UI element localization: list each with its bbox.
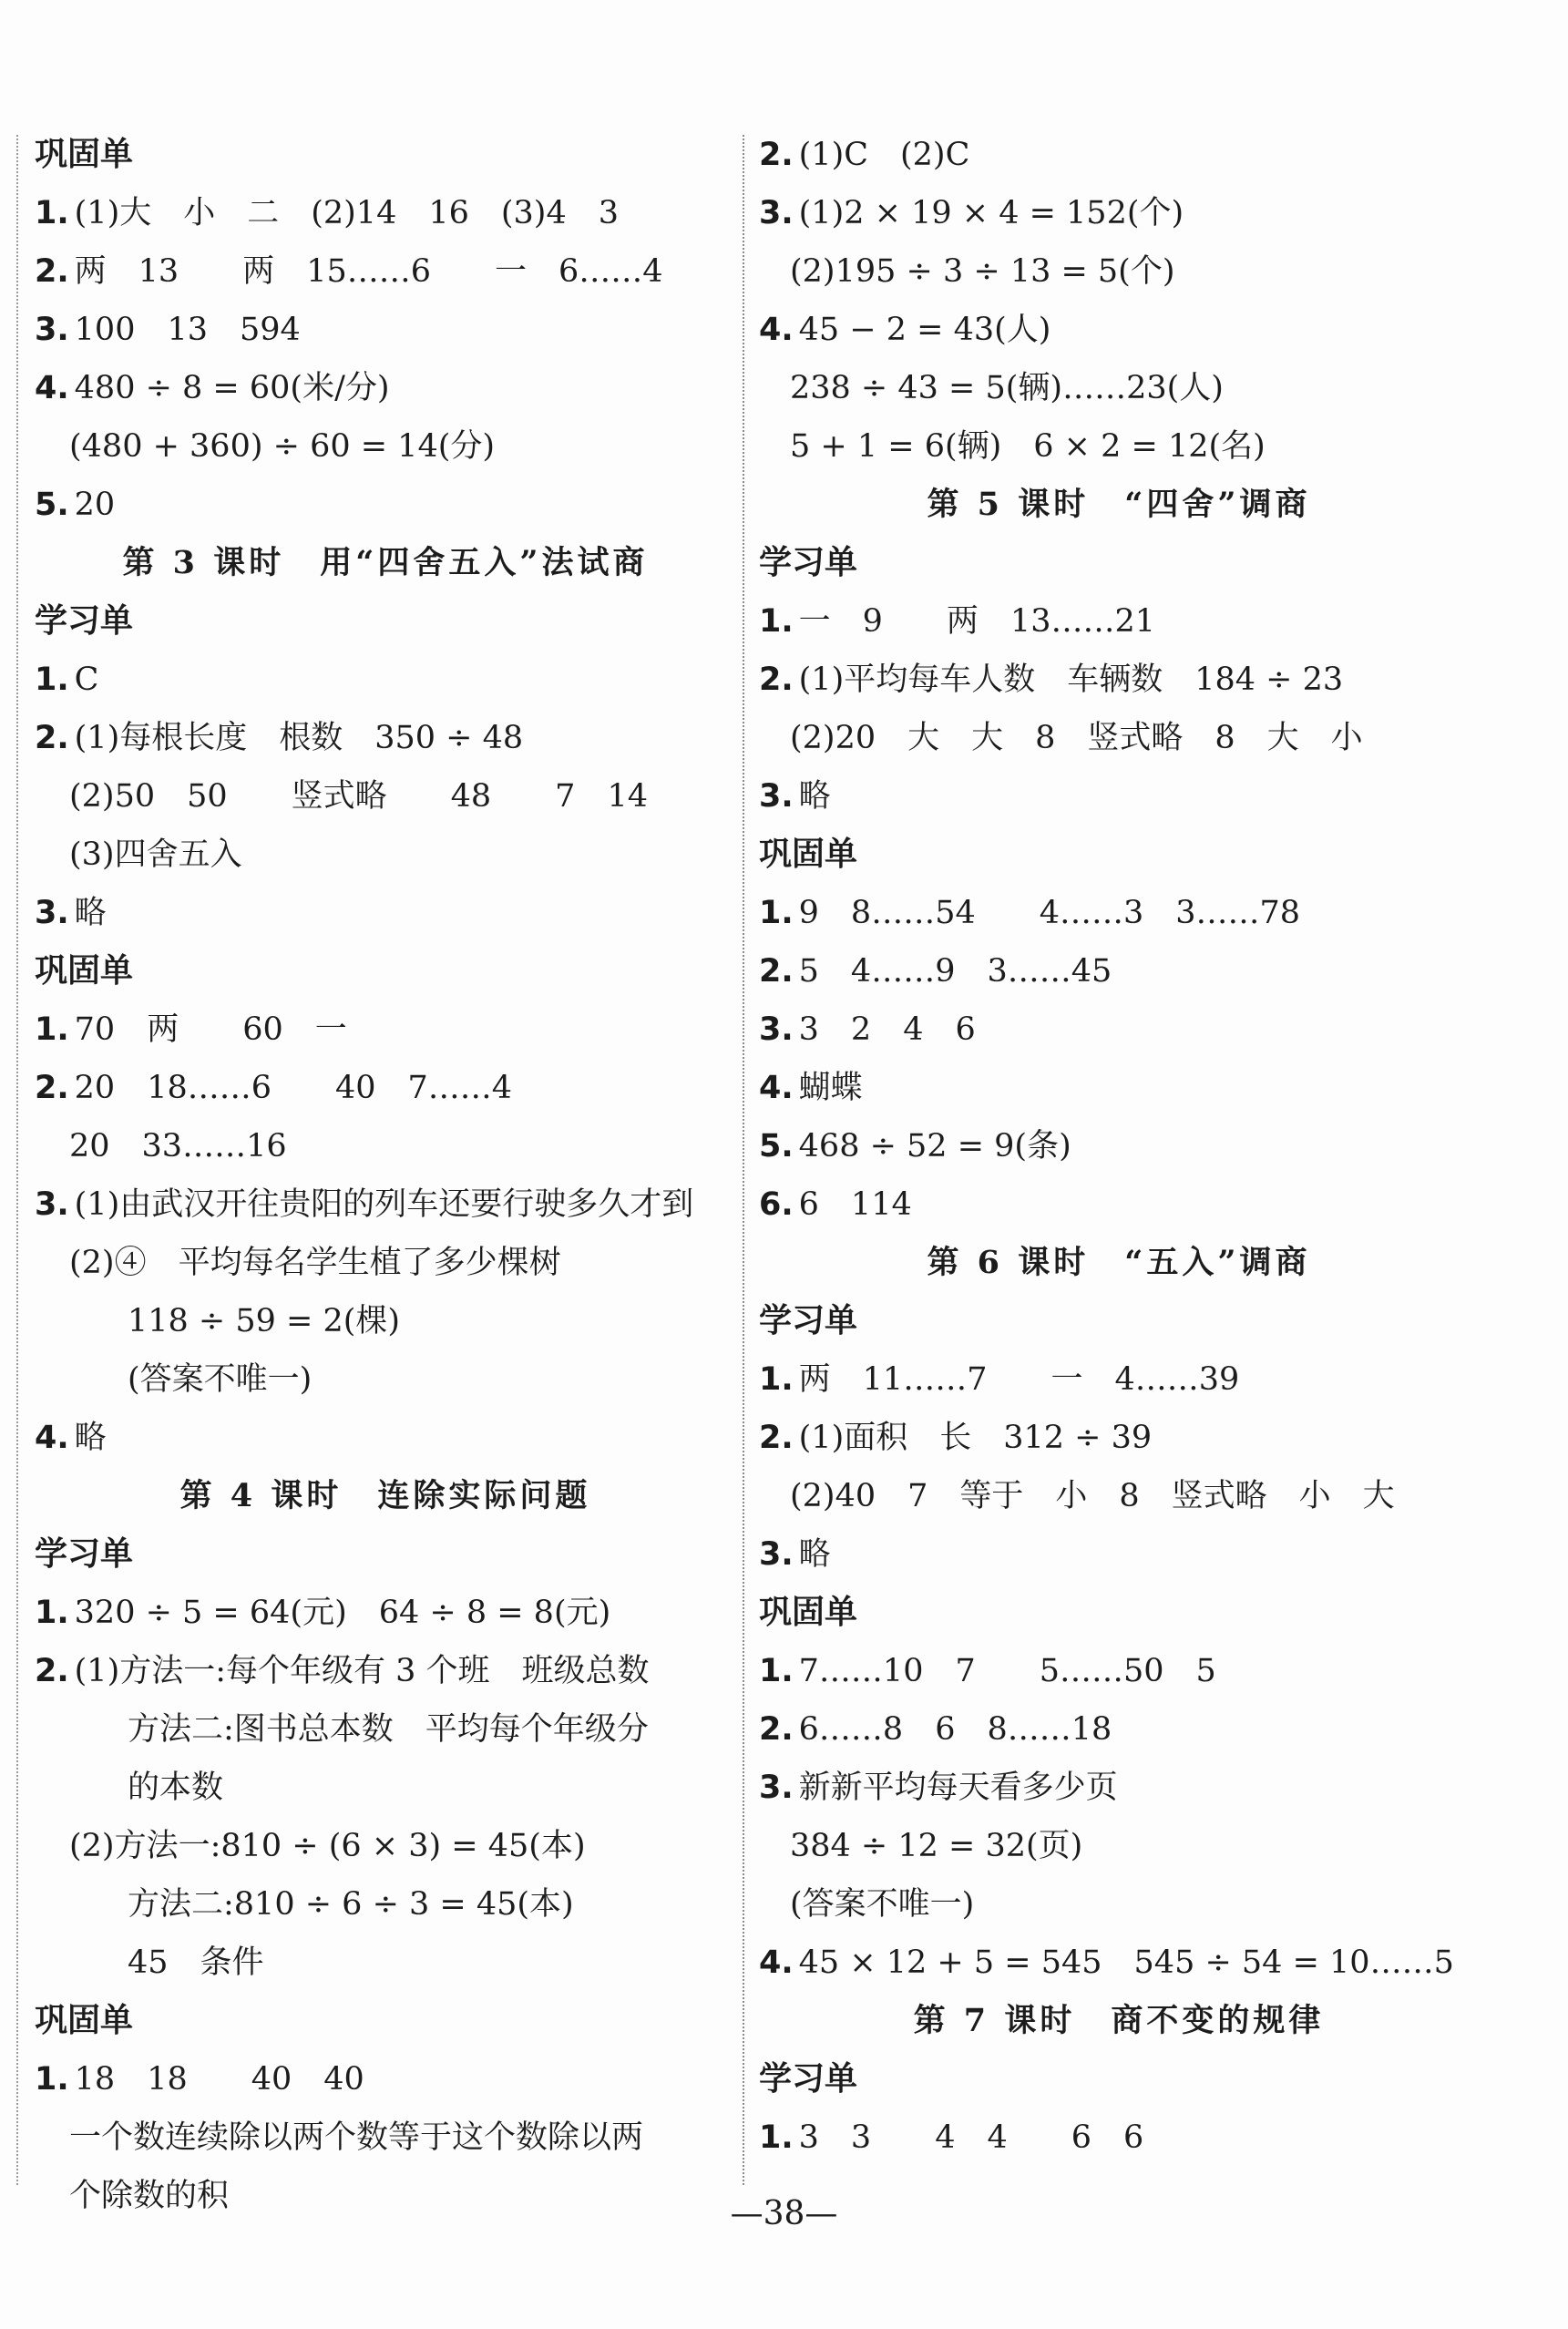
answer-text: (1)大 小 二 (2)14 16 (3)4 3 [74,195,619,231]
answer-text: 100 13 594 [74,312,301,348]
answer-text: (2)20 大 大 8 竖式略 8 大 小 [790,720,1363,756]
answer-text: 118 ÷ 59 = 2(棵) [128,1303,401,1339]
item-number: 2. [35,253,69,290]
answer-continuation [35,1759,736,1817]
left-column [35,126,736,2225]
item-number: 2. [759,662,794,698]
answer-item [35,242,736,301]
answer-text: 3 3 4 4 6 6 [798,2119,1144,2156]
item-number: 1. [759,2119,794,2156]
item-number: 3. [759,1011,794,1048]
answer-text: 20 33……16 [69,1128,287,1164]
section-heading: 学习单 [759,2060,858,2098]
item-number: 4. [759,1944,794,1981]
answer-item [35,709,736,767]
item-number: 6. [759,1186,794,1223]
answer-text: (2)195 ÷ 3 ÷ 13 = 5(个) [790,253,1175,290]
answer-item [35,1175,736,1234]
item-number: 1. [35,662,69,698]
answer-text: 18 18 40 40 [74,2061,364,2098]
answer-text: (答案不唯一) [128,1361,313,1398]
item-number: 2. [759,1420,794,1456]
answer-item [35,476,736,534]
item-number: 4. [759,1070,794,1106]
section-heading: 学习单 [759,1302,858,1339]
item-number: 1. [759,1653,794,1689]
answer-item [35,184,736,242]
answer-continuation [35,1350,736,1409]
answer-continuation [35,1875,736,1934]
lesson-title: 第 6 课时 “五入”调商 [927,1244,1311,1281]
section-heading: 巩固单 [35,136,134,173]
lesson-title: 第 7 课时 商不变的规律 [913,2002,1325,2039]
answer-text: 320 ÷ 5 = 64(元) 64 ÷ 8 = 8(元) [74,1595,611,1631]
answer-text: 70 两 60 一 [74,1011,347,1048]
answer-text: 20 [74,487,116,523]
answer-continuation [759,242,1479,301]
item-number: 2. [35,720,69,756]
answer-text: (2)方法一:810 ÷ (6 × 3) = 45(本) [69,1828,586,1864]
answer-text: 方法二:图书总本数 平均每个年级分 [128,1711,649,1748]
answer-text: 6……8 6 8……18 [798,1711,1112,1748]
item-number: 5. [759,1128,794,1164]
item-number: 5. [35,487,69,523]
answer-text: (1)方法一:每个年级有 3 个班 班级总数 [74,1653,650,1689]
answer-continuation [759,1467,1479,1525]
answer-item [35,1584,736,1642]
answer-item [759,301,1479,359]
item-number: 3. [759,1770,794,1806]
answer-item [35,1000,736,1059]
answer-text: 略 [798,1536,831,1573]
answer-item [759,1059,1479,1117]
answer-item [35,2050,736,2108]
answer-item [35,301,736,359]
item-number: 3. [35,1186,69,1223]
answer-text: 蝴蝶 [798,1070,863,1106]
answer-text: (2)40 7 等于 小 8 竖式略 小 大 [790,1478,1395,1514]
section-heading: 学习单 [35,602,134,640]
item-number: 2. [759,137,794,173]
answer-text: 9 8……54 4……3 3……78 [798,895,1301,931]
item-number: 3. [759,1536,794,1573]
answer-text: (2)50 50 竖式略 48 7 14 [69,778,648,815]
answer-text: (1)2 × 19 × 4 = 152(个) [798,195,1184,231]
answer-item [759,1409,1479,1467]
section-heading: 巩固单 [35,2002,134,2039]
section-heading: 巩固单 [759,1594,858,1631]
answer-text: 略 [74,1420,107,1456]
section-heading: 学习单 [759,544,858,581]
answer-text: 45 − 2 = 43(人) [798,312,1051,348]
answer-continuation [35,767,736,826]
answer-continuation [759,1875,1479,1934]
answer-item [35,884,736,942]
answer-item [759,1759,1479,1817]
answer-item [759,592,1479,651]
item-number: 1. [759,1361,794,1398]
answer-item [759,1700,1479,1759]
answer-text: 3 2 4 6 [798,1011,976,1048]
item-number: 1. [35,195,69,231]
answer-continuation [759,1817,1479,1875]
answer-continuation [35,1817,736,1875]
answer-text: 20 18……6 40 7……4 [74,1070,513,1106]
answer-text: 5 + 1 = 6(辆) 6 × 2 = 12(名) [790,428,1266,465]
answer-item [35,1059,736,1117]
item-number: 1. [759,603,794,640]
item-number: 2. [35,1070,69,1106]
item-number: 1. [35,1595,69,1631]
item-number: 4. [759,312,794,348]
answer-text: 一个数连续除以两个数等于这个数除以两 [69,2119,644,2156]
answer-text: 6 114 [798,1186,912,1223]
item-number: 2. [35,1653,69,1689]
answer-text: 略 [798,778,831,815]
answer-text: 45 × 12 + 5 = 545 545 ÷ 54 = 10……5 [798,1944,1454,1981]
answer-text: (3)四舍五入 [69,836,242,873]
answer-text: 两 13 两 15……6 一 6……4 [74,253,663,290]
answer-text: (答案不唯一) [790,1886,975,1923]
answer-item [759,184,1479,242]
answer-text: 略 [74,895,107,931]
item-number: 2. [759,953,794,990]
answer-text: 468 ÷ 52 = 9(条) [798,1128,1071,1164]
item-number: 3. [759,195,794,231]
answer-text: 238 ÷ 43 = 5(辆)……23(人) [790,370,1224,406]
answer-text: 的本数 [128,1770,224,1806]
section-heading: 巩固单 [35,952,134,990]
item-number: 1. [35,1011,69,1048]
answer-continuation [759,359,1479,417]
answer-item [35,1409,736,1467]
answer-text: 一 9 两 13……21 [798,603,1155,640]
answer-item [759,942,1479,1000]
answer-continuation [35,2108,736,2167]
answer-item [759,1350,1479,1409]
answer-continuation [35,1117,736,1175]
answer-item [35,359,736,417]
answer-item [759,2108,1479,2167]
column-divider [743,135,744,2185]
item-number: 3. [35,895,69,931]
item-number: 4. [35,1420,69,1456]
answer-item [759,1525,1479,1584]
answer-item [35,1642,736,1700]
answer-item [759,126,1479,184]
answer-continuation [35,1934,736,1992]
answer-text: 5 4……9 3……45 [798,953,1112,990]
answer-item [759,1642,1479,1700]
lesson-title: 第 5 课时 “四舍”调商 [927,486,1311,523]
answer-continuation [35,1292,736,1350]
answer-continuation [35,1234,736,1292]
answer-item [759,1175,1479,1234]
answer-text: (1)平均每车人数 车辆数 184 ÷ 23 [798,662,1344,698]
answer-text: (1)面积 长 312 ÷ 39 [798,1420,1153,1456]
answer-text: 7……10 7 5……50 5 [798,1653,1216,1689]
section-heading: 学习单 [35,1535,134,1573]
answer-text: 45 条件 [128,1944,264,1981]
item-number: 1. [759,895,794,931]
answer-text: 480 ÷ 8 = 60(米/分) [74,370,390,406]
page-number: —38— [730,2195,838,2232]
answer-item [759,1934,1479,1992]
answer-continuation [759,417,1479,476]
answer-item [759,767,1479,826]
left-margin-rule [16,135,18,2185]
answer-text: (1)由武汉开往贵阳的列车还要行驶多久才到 [74,1186,694,1223]
answer-continuation [35,826,736,884]
item-number: 3. [759,778,794,815]
answer-text: 方法二:810 ÷ 6 ÷ 3 = 45(本) [128,1886,574,1923]
lesson-title: 第 3 课时 用“四舍五入”法试商 [122,544,649,581]
section-heading: 巩固单 [759,836,858,873]
answer-item [759,1117,1479,1175]
answer-continuation [35,417,736,476]
item-number: 3. [35,312,69,348]
answer-text: (1)每根长度 根数 350 ÷ 48 [74,720,524,756]
answer-item [759,651,1479,709]
answer-text: (480 + 360) ÷ 60 = 14(分) [69,428,496,465]
answer-item [759,1000,1479,1059]
item-number: 1. [35,2061,69,2098]
answer-item [35,651,736,709]
lesson-title: 第 4 课时 连除实际问题 [179,1477,591,1514]
answer-continuation [759,709,1479,767]
answer-text: 个除数的积 [69,2178,230,2214]
answer-text: 384 ÷ 12 = 32(页) [790,1828,1083,1864]
answer-text: (1)C (2)C [798,137,970,173]
answer-continuation [35,1700,736,1759]
answer-text: (2)④ 平均每名学生植了多少棵树 [69,1245,561,1281]
right-column [759,126,1479,2167]
item-number: 4. [35,370,69,406]
answer-item [759,884,1479,942]
answer-text: 两 11……7 一 4……39 [798,1361,1240,1398]
answer-text: 新新平均每天看多少页 [798,1770,1118,1806]
item-number: 2. [759,1711,794,1748]
answer-text: C [74,662,99,698]
